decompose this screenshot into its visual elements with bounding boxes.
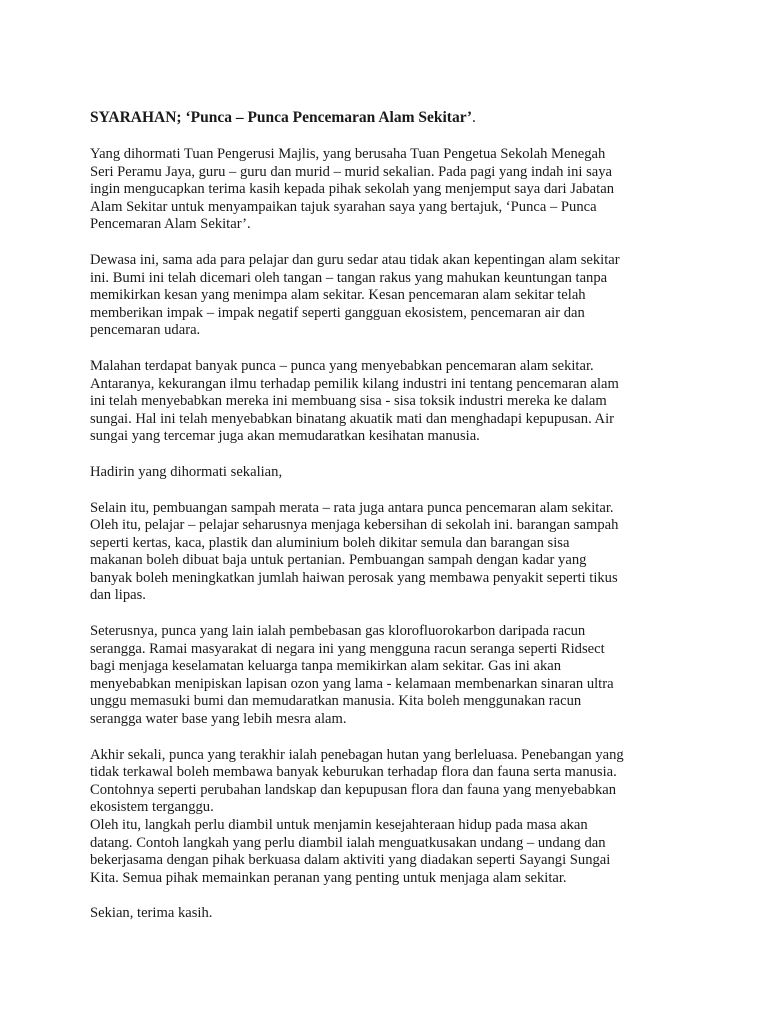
text-line: tidak terkawal boleh membawa banyak keburukan terhadap flora dan fauna serta manusia. <box>90 764 617 781</box>
text-line: Contohnya seperti perubahan landskap dan kepupusan flora dan fauna yang menyebabkan <box>90 781 617 798</box>
text-line: ini. Bumi ini telah dicemari oleh tangan – tangan rakus yang mahukan keuntungan tanpa <box>90 269 608 286</box>
text-line: Kita. Semua pihak memainkan peranan yang penting untuk menjaga alam sekitar. <box>90 869 567 886</box>
text-line: Hadirin yang dihormati sekalian, <box>90 463 283 480</box>
paragraph-closing <box>90 905 690 923</box>
text-line: Sekian, terima kasih. <box>90 905 213 922</box>
text-line: makanan boleh dibuat baja untuk pertanian. Pembuangan sampah dengan kadar yang <box>90 552 587 569</box>
paragraph-cfc-gas <box>90 623 690 729</box>
text-line: ingin mengucapkan terima kasih kepada pihak sekolah yang menjemput saya dari Jabatan <box>90 181 614 198</box>
text-line: serangga. Ramai masyarakat di negara ini yang mengguna racun seranga seperti Ridsect <box>90 640 605 657</box>
text-line: Malahan terdapat banyak punca – punca yang menyebabkan pencemaran alam sekitar. <box>90 357 594 374</box>
text-line: sungai yang tercemar juga akan memudaratkan kesihatan manusia. <box>90 428 480 445</box>
text-line: dan lipas. <box>90 587 146 604</box>
text-line: Oleh itu, langkah perlu diambil untuk menjamin kesejahteraan hidup pada masa akan <box>90 817 588 833</box>
text-line: Pencemaran Alam Sekitar’. <box>90 216 251 233</box>
paragraph-industrial-causes <box>90 358 690 446</box>
text-line: ini telah menyebabkan mereka ini membuang sisa - sisa toksik industri mereka ke dalam <box>90 393 607 410</box>
paragraph-opening <box>90 146 690 234</box>
text-line: Dewasa ini, sama ada para pelajar dan guru sedar atau tidak akan kepentingan alam sekitar <box>90 251 620 268</box>
paragraph-conclusion <box>90 817 690 887</box>
text-line: Seri Peramu Jaya, guru – guru dan murid – murid sekalian. Pada pagi yang indah ini saya <box>90 163 613 180</box>
paragraph-waste-disposal <box>90 500 690 606</box>
text-line: Oleh itu, pelajar – pelajar seharusnya menjaga kebersihan di sekolah ini. barangan sampah <box>90 517 619 534</box>
text-line: Yang dihormati Tuan Pengerusi Majlis, yang berusaha Tuan Pengetua Sekolah Menegah <box>90 146 606 162</box>
text-line: menyebabkan menipiskan lapisan ozon yang lama - kelamaan membenarkan sinaran ultra <box>90 675 614 692</box>
paragraph-greeting <box>90 464 690 482</box>
text-line: banyak boleh meningkatkan jumlah haiwan perosak yang membawa penyakit seperti tikus <box>90 569 618 586</box>
text-line: sungai. Hal ini telah menyebabkan binatang akuatik mati dan menghadapi kepupusan. Air <box>90 410 615 427</box>
document-page <box>90 108 690 941</box>
text-line: memberikan impak – impak negatif seperti gangguan ekosistem, pencemaran air dan <box>90 304 585 321</box>
text-line: datang. Contoh langkah yang perlu diambil ialah menguatkusakan undang – undang dan <box>90 834 606 851</box>
title-lead: SYARAHAN; <box>90 109 182 126</box>
text-line: serangga water base yang lebih mesra alam. <box>90 711 347 728</box>
paragraph-introduction <box>90 252 690 340</box>
text-line: seperti kertas, kaca, plastik dan aluminium boleh dikitar semula dan barangan sisa <box>90 534 570 551</box>
text-line: pencemaran udara. <box>90 322 201 339</box>
text-line: Selain itu, pembuangan sampah merata – rata juga antara punca pencemaran alam sekitar. <box>90 499 614 516</box>
text-line: bekerjasama dengan pihak berkuasa dalam aktiviti yang diadakan seperti Sayangi Sungai <box>90 852 611 869</box>
document-title <box>90 108 690 128</box>
paragraph-deforestation <box>90 747 690 817</box>
text-line: Alam Sekitar untuk menyampaikan tajuk syarahan saya yang bertajuk, ‘Punca – Punca <box>90 198 597 215</box>
title-end: . <box>472 109 476 126</box>
text-line: memikirkan kesan yang menimpa alam sekitar. Kesan pencemaran alam sekitar telah <box>90 287 586 304</box>
text-line: Akhir sekali, punca yang terakhir ialah penebagan hutan yang berleluasa. Penebangan yang <box>90 746 624 763</box>
text-line: unggu memasuki bumi dan memudaratkan manusia. Kita boleh menggunakan racun <box>90 693 582 710</box>
text-line: Antaranya, kekurangan ilmu terhadap pemilik kilang industri ini tentang pencemaran alam <box>90 375 619 392</box>
text-line: bagi menjaga keselamatan keluarga tanpa memikirkan alam sekitar. Gas ini akan <box>90 658 562 675</box>
text-line: Seterusnya, punca yang lain ialah pembebasan gas klorofluorokarbon daripada racun <box>90 623 586 640</box>
title-main: ‘Punca – Punca Pencemaran Alam Sekitar’ <box>185 109 473 126</box>
text-line: ekosistem terganggu. <box>90 799 214 816</box>
